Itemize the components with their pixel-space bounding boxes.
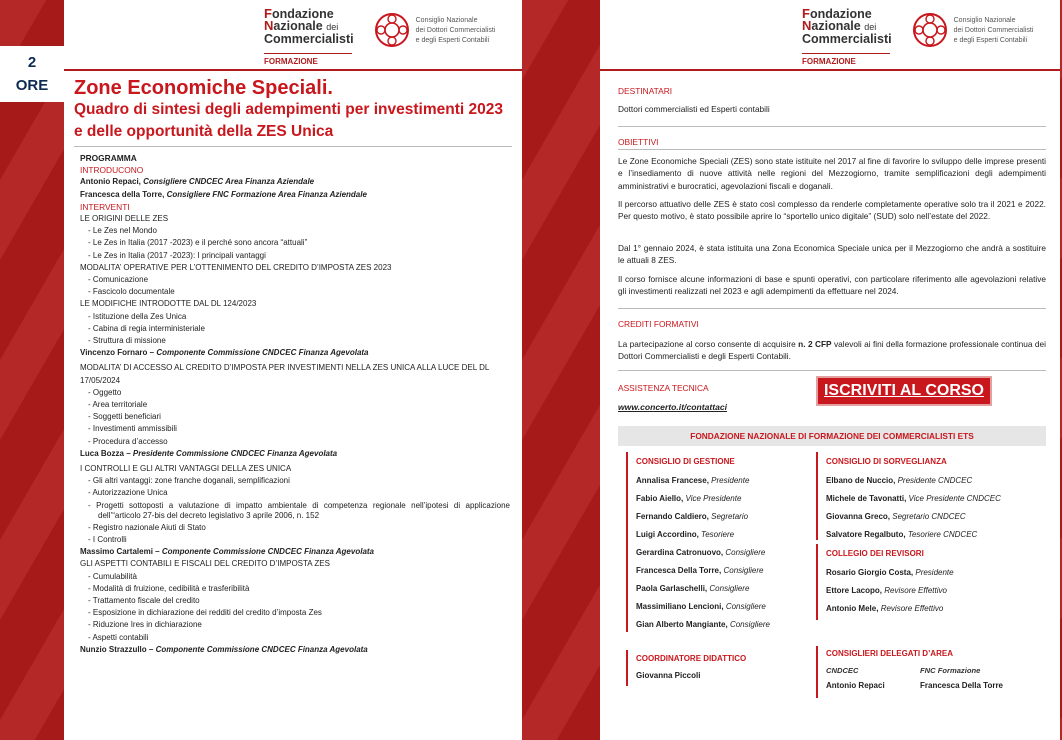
topic-title: LE ORIGINI DELLE ZES <box>80 214 169 224</box>
member-row: Salvatore Regalbuto, Tesoriere CNDCEC <box>826 530 978 539</box>
consiglieri-delegati <box>826 649 1046 690</box>
consiglieri-delegati-heading: CONSIGLIERI DELEGATI D’AREA <box>826 649 953 658</box>
topic-item: - Progetti sottoposti a valutazione di impatto ambientale di competenza regionale nell’ipotesi di applicazione dell’“articolo 27-bis del decreto legislativo 3 aprile 2006, n. 152 <box>80 500 510 522</box>
coordinatore-name: Giovanna Piccoli <box>636 671 701 680</box>
obiettivi-paragraph: Dal 1° gennaio 2024, è stata istituita una Zona Economica Speciale unica per il Mezzogiorno che andrà a sostituire le attuali 8 ZES. <box>618 243 1046 266</box>
consiglio-sorveglianza <box>826 457 1001 544</box>
coordinatore-heading: COORDINATORE DIDATTICO <box>636 654 747 663</box>
member-row: Antonio Mele, Revisore Effettivo <box>826 604 944 613</box>
cndcec-name: Consiglio Nazionale dei Dottori Commercialisti e degli Esperti Contabili <box>953 17 1034 44</box>
consiglio-gestione-heading: CONSIGLIO DI GESTIONE <box>636 457 735 466</box>
interventi-heading: INTERVENTI <box>80 201 130 212</box>
member-row: Annalisa Francese, Presidente <box>636 476 750 485</box>
topic-item: - Le Zes in Italia (2017 -2023) e il perché sono ancora “attuali” <box>80 237 510 249</box>
topic-item: - Le Zes in Italia (2017 -2023): I principali vantaggi <box>80 250 510 262</box>
destinatari-heading: DESTINATARI <box>618 86 673 96</box>
duration-hours: 2 <box>27 54 37 71</box>
topic-item: - Riduzione Ires in dichiarazione <box>80 619 510 631</box>
header-divider <box>64 69 522 71</box>
fnc-logo: Fondazione Nazionale dei Commercialisti FORMAZIONE <box>802 6 892 66</box>
obiettivi-paragraph: Il corso fornisce alcune informazioni di base e spunti operativi, con particolare riferimento alle agevolazioni relative gli investimenti realizzati nel 2023 e agli adempimenti da effettuare nel 2024. <box>618 274 1046 297</box>
topic-item: - Struttura di missione <box>80 335 510 347</box>
topic-item: - Trattamento fiscale del credito <box>80 595 510 607</box>
duration-unit: ORE <box>15 77 49 94</box>
member-row: Francesca Della Torre, Consigliere <box>636 566 764 575</box>
fnc-logo: Fondazione Nazionale dei Commercialisti FORMAZIONE <box>264 6 354 66</box>
assistenza-link[interactable]: www.concerto.it/contattaci <box>618 402 728 412</box>
delegato-cndcec: Antonio Repaci <box>826 681 885 690</box>
section-divider <box>618 308 1046 309</box>
topic-item: - Fascicolo documentale <box>80 286 510 298</box>
topic-item: - Soggetti beneficiari <box>80 411 510 423</box>
column-accent <box>626 452 628 632</box>
topic-item: - Area territoriale <box>80 399 510 411</box>
topic-item: - Modalità di fruizione, cedibilità e trasferibilità <box>80 583 510 595</box>
obiettivi-paragraph: Il percorso attuativo delle ZES è stato così complesso da renderle completamente operative solo tra il 2021 e 2022. Per questo motivo, è stato possibile aprire lo “sportello unico digitale” (SUD) solo nell’estate del 2022. <box>618 199 1046 222</box>
topic-title: MODALITA’ OPERATIVE PER L’OTTENIMENTO DEL CREDITO D’IMPOSTA ZES 2023 <box>80 262 392 272</box>
register-button[interactable]: ISCRIVITI AL CORSO <box>816 376 992 406</box>
program-heading: PROGRAMMA <box>80 153 137 163</box>
left-red-band <box>0 0 64 740</box>
header-divider <box>600 69 1060 71</box>
speaker-line: Luca Bozza – Presidente Commissione CNDCEC Finanza Agevolata <box>80 448 338 458</box>
obiettivi-heading: OBIETTIVI <box>618 137 659 147</box>
topic-title: GLI ASPETTI CONTABILI E FISCALI DEL CREDITO D’IMPOSTA ZES <box>80 559 330 569</box>
cndcec-name: Consiglio Nazionale dei Dottori Commercialisti e degli Esperti Contabili <box>415 17 496 44</box>
introducono-heading: INTRODUCONO <box>80 165 144 176</box>
speaker-line: Vincenzo Fornaro – Componente Commissione CNDCEC Finanza Agevolata <box>80 348 369 358</box>
topic-item: - Comunicazione <box>80 274 510 286</box>
member-row: Fernando Caldiero, Segretario <box>636 512 749 521</box>
topic-title: MODALITA’ DI ACCESSO AL CREDITO D’IMPOSTA PER INVESTIMENTI NELLA ZES UNICA ALLA LUCE DEL DL 17/05/2024 <box>80 363 489 385</box>
collegio-revisori <box>826 549 954 618</box>
delegato-fnc: Francesca Della Torre <box>920 681 1004 690</box>
crediti-text: La partecipazione al corso consente di acquisire n. 2 CFP valevoli ai fini della formazione professionale continua dei Dottori Commercialisti e degli Esperti Contabili. <box>618 339 1046 362</box>
topic-title: I CONTROLLI E GLI ALTRI VANTAGGI DELLA ZES UNICA <box>80 464 292 474</box>
title-divider <box>74 146 512 147</box>
topic-item: - Aspetti contabili <box>80 632 510 644</box>
speaker-line: Nunzio Strazzullo – Componente Commissione CNDCEC Finanza Agevolata <box>80 644 368 654</box>
middle-red-band <box>522 0 600 740</box>
topic-item: - Cabina di regia interministeriale <box>80 323 510 335</box>
course-subtitle-line2: e delle opportunità della ZES Unica <box>74 123 334 140</box>
member-row: Gerardina Catronuovo, Consigliere <box>636 548 766 557</box>
member-row: Fabio Aiello, Vice Presidente <box>636 494 742 503</box>
member-row: Ettore Lacopo, Revisore Effettivo <box>826 586 947 595</box>
column-accent <box>816 452 818 540</box>
course-title: Zone Economiche Speciali. <box>74 77 333 99</box>
coordinatore-didattico <box>636 654 746 683</box>
delegati-cndcec-label: CNDCEC <box>826 666 859 675</box>
obiettivi-paragraph: Le Zone Economiche Speciali (ZES) sono state istituite nel 2017 al fine di favorire lo sviluppo delle imprese presenti e l’insediamento di nuove attività nelle regioni del Mezzogiorno, tramite semplificazioni degli adempimenti amministrativi e burocratici, agevolazioni fiscali e doganali. <box>618 156 1046 191</box>
member-row: Giovanna Greco, Segretario CNDCEC <box>826 512 966 521</box>
topic-item: - Autorizzazione Unica <box>80 487 510 499</box>
topic-item: - Procedura d’accesso <box>80 436 510 448</box>
topic-item: - Registro nazionale Aiuti di Stato <box>80 522 510 534</box>
speaker-line: Antonio Repaci, Consigliere CNDCEC Area Finanza Aziendale <box>80 177 315 187</box>
course-subtitle-line1: Quadro di sintesi degli adempimenti per investimenti 2023 <box>74 101 503 118</box>
consiglio-sorveglianza-heading: CONSIGLIO DI SORVEGLIANZA <box>826 457 947 466</box>
crediti-heading: CREDITI FORMATIVI <box>618 319 699 329</box>
brochure-page-right <box>600 0 1060 740</box>
topic-item: - Oggetto <box>80 387 510 399</box>
member-row: Rosario Giorgio Costa, Presidente <box>826 568 954 577</box>
assistenza-heading: ASSISTENZA TECNICA <box>618 383 709 393</box>
cndcec-seal-icon <box>374 12 410 48</box>
member-row: Paola Garlaschelli, Consigliere <box>636 584 750 593</box>
section-divider <box>618 149 1046 150</box>
speaker-line: Massimo Cartalemi – Componente Commissione CNDCEC Finanza Agevolata <box>80 547 375 557</box>
column-accent <box>626 650 628 686</box>
topic-item: - I Controlli <box>80 534 510 546</box>
foundation-banner: FONDAZIONE NAZIONALE DI FORMAZIONE DEI COMMERCIALISTI ETS <box>618 426 1046 446</box>
duration-badge <box>0 46 64 102</box>
program-section <box>80 152 510 656</box>
topic-item: - Investimenti ammissibili <box>80 423 510 435</box>
collegio-revisori-heading: COLLEGIO DEI REVISORI <box>826 549 924 558</box>
header-logos <box>264 8 495 66</box>
member-row: Elbano de Nuccio, Presidente CNDCEC <box>826 476 973 485</box>
consiglio-gestione <box>636 457 770 634</box>
topic-item: - Istituzione della Zes Unica <box>80 311 510 323</box>
brochure-page-left <box>64 0 522 740</box>
member-row: Massimiliano Lencioni, Consigliere <box>636 602 766 611</box>
topic-item: - Gli altri vantaggi: zone franche doganali, semplificazioni <box>80 475 510 487</box>
member-row: Gian Alberto Mangiante, Consigliere <box>636 620 770 629</box>
delegati-fnc-label: FNC Formazione <box>920 666 981 675</box>
cndcec-seal-icon <box>912 12 948 48</box>
topic-item: - Le Zes nel Mondo <box>80 225 510 237</box>
topic-item: - Esposizione in dichiarazione dei redditi del credito d’imposta Zes <box>80 607 510 619</box>
column-accent <box>816 646 818 698</box>
speaker-line: Francesca della Torre, Consigliere FNC Formazione Area Finanza Aziendale <box>80 189 367 199</box>
column-accent <box>816 544 818 620</box>
section-divider <box>618 126 1046 127</box>
topic-item: - Cumulabilità <box>80 571 510 583</box>
header-logos <box>802 8 1033 66</box>
member-row: Michele de Tavonatti, Vice Presidente CNDCEC <box>826 494 1001 503</box>
topic-title: LE MODIFICHE INTRODOTTE DAL DL 124/2023 <box>80 299 257 309</box>
destinatari-text: Dottori commercialisti ed Esperti contabili <box>618 104 770 114</box>
section-divider <box>618 370 1046 371</box>
member-row: Luigi Accordino, Tesoriere <box>636 530 735 539</box>
